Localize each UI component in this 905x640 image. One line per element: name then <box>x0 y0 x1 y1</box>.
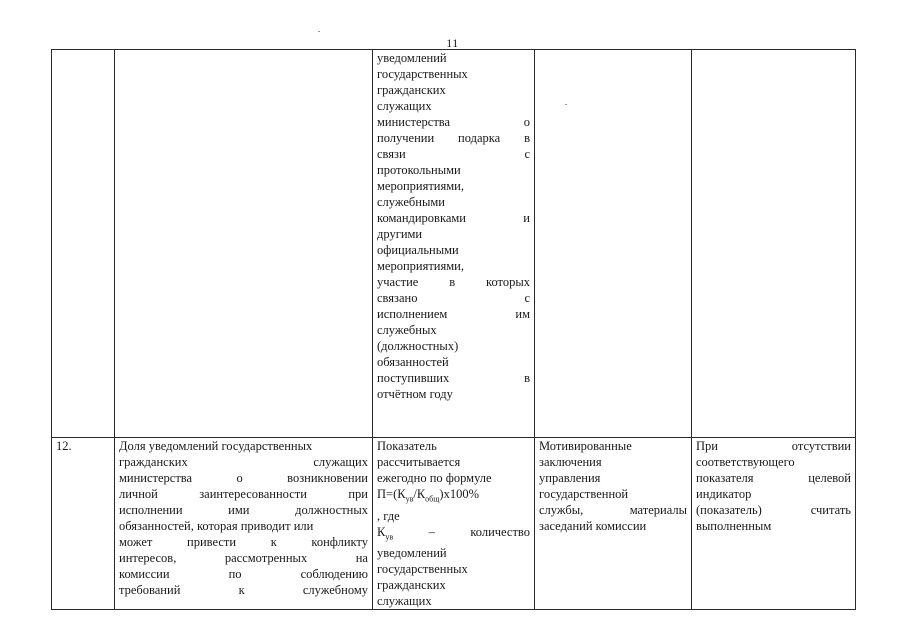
text-word: гражданских <box>377 578 446 592</box>
text-word: Доля уведомлений государственных <box>119 439 313 453</box>
text-word: уведомлений <box>377 51 447 65</box>
text-line <box>377 50 530 66</box>
text-line <box>377 386 530 402</box>
text-word: служащих <box>377 594 432 608</box>
text-word: соблюдению <box>300 567 368 581</box>
text-word: служащих <box>313 455 368 469</box>
table-row-12 <box>52 438 856 610</box>
text-word: поступивших <box>377 371 450 385</box>
text-line <box>696 454 851 470</box>
text-word: которых <box>486 275 530 289</box>
text-line <box>119 438 368 454</box>
text-line <box>377 210 530 226</box>
text-word: другими <box>377 227 423 241</box>
text-word: количество <box>470 524 530 539</box>
text-word: обязанностей <box>377 355 449 369</box>
text-word: заседаний комиссии <box>539 519 647 533</box>
text-word: привести <box>187 535 237 549</box>
text-word: связано <box>377 291 418 305</box>
text-line <box>696 518 851 534</box>
text-line <box>377 130 530 146</box>
text-word: получении <box>377 131 435 145</box>
scan-speck <box>565 104 567 105</box>
table-row-continuation <box>52 50 856 438</box>
text-word: служебному <box>302 583 368 597</box>
note-text <box>696 438 851 534</box>
text-word: в <box>449 275 456 289</box>
text-word: заинтересованности <box>199 487 307 501</box>
text-word: показателя <box>696 471 754 485</box>
text-word: материалы <box>629 503 687 517</box>
text-line <box>377 322 530 338</box>
text-line <box>119 454 368 470</box>
indicator-table <box>51 49 856 610</box>
cell-note <box>692 438 856 610</box>
text-word: отсутствии <box>791 439 851 453</box>
text-word: службы, <box>539 503 584 517</box>
text-line <box>539 486 687 502</box>
text-word: в <box>524 371 530 385</box>
text-word: обязанностей, которая приводит или <box>119 519 314 533</box>
text-line <box>119 566 368 582</box>
text-word: гражданских <box>119 455 188 469</box>
text-word: управления <box>539 471 601 485</box>
text-word: отчётном году <box>377 387 453 401</box>
text-line <box>377 593 530 609</box>
text-line <box>539 438 687 454</box>
text-word: ими <box>228 503 250 517</box>
text-line <box>119 550 368 566</box>
text-word: может <box>119 535 153 549</box>
text-word: Мотивированные <box>539 439 632 453</box>
text-line <box>377 545 530 561</box>
text-word: подарка <box>458 131 501 145</box>
text-line <box>377 306 530 322</box>
text-word: государственных <box>377 67 468 81</box>
text-word: им <box>515 307 530 321</box>
text-word: рассмотренных <box>224 551 308 565</box>
text-word: Показатель <box>377 439 437 453</box>
text-line <box>119 486 368 502</box>
continuation-text <box>377 50 530 402</box>
text-line <box>696 502 851 518</box>
text-word: официальными <box>377 243 459 257</box>
text-line <box>119 582 368 598</box>
text-word: министерства <box>377 115 451 129</box>
text-word: рассчитывается <box>377 455 461 469</box>
text-word: к <box>238 583 245 597</box>
data-source-text <box>539 438 687 534</box>
text-line <box>377 82 530 98</box>
text-word: на <box>355 551 368 565</box>
text-line <box>377 577 530 593</box>
text-word: с <box>524 147 530 161</box>
text-line <box>377 242 530 258</box>
text-word: мероприятиями, <box>377 179 464 193</box>
indicator-name-text <box>119 438 368 598</box>
text-word: государственной <box>539 487 629 501</box>
text-word: командировками <box>377 211 466 225</box>
page-number: 11 <box>446 36 459 50</box>
text-line <box>377 146 530 162</box>
text-line <box>377 524 530 546</box>
text-word: к <box>270 535 277 549</box>
cell-name-empty <box>115 50 373 438</box>
text-line <box>539 470 687 486</box>
text-word: целевой <box>808 471 851 485</box>
text-line <box>377 338 530 354</box>
cell-calculation-method <box>373 438 535 610</box>
text-word: министерства <box>119 471 193 485</box>
cell-method-continuation <box>373 50 535 438</box>
text-word: о <box>236 471 243 485</box>
text-word: заключения <box>539 455 602 469</box>
text-line <box>377 162 530 178</box>
scan-speck <box>318 31 320 32</box>
text-line <box>539 518 687 534</box>
text-word: , где <box>377 508 400 523</box>
row-number-text: 12. <box>56 439 72 453</box>
text-word: При <box>696 439 718 453</box>
text-word: уведомлений <box>377 546 447 560</box>
cell-note-empty <box>692 50 856 438</box>
text-word: гражданских <box>377 83 446 97</box>
text-word: (должностных) <box>377 339 459 353</box>
text-line <box>696 438 851 454</box>
text-word: связи <box>377 147 406 161</box>
text-word: государственных <box>377 562 468 576</box>
cell-indicator-name <box>115 438 373 610</box>
text-word: по <box>228 567 242 581</box>
text-line <box>539 502 687 518</box>
text-word: выполненным <box>696 519 772 533</box>
text-word: возникновении <box>287 471 368 485</box>
text-line <box>377 486 530 508</box>
text-line <box>377 98 530 114</box>
text-line <box>377 194 530 210</box>
text-line <box>377 561 530 577</box>
text-line <box>377 114 530 130</box>
text-word: ежегодно по формуле <box>377 471 492 485</box>
cell-data-source <box>535 438 692 610</box>
row-number <box>52 438 115 610</box>
text-line <box>377 274 530 290</box>
text-word: участие <box>377 275 419 289</box>
text-line <box>119 470 368 486</box>
text-word: служебными <box>377 195 445 209</box>
text-word: конфликту <box>311 535 368 549</box>
text-word: мероприятиями, <box>377 259 464 273</box>
text-line <box>377 470 530 486</box>
text-word: исполнением <box>377 307 448 321</box>
text-word: $К_{ув}$ <box>377 524 394 541</box>
text-word: комиссии <box>119 567 170 581</box>
text-line <box>539 454 687 470</box>
cell-number-empty <box>52 50 115 438</box>
text-line <box>119 518 368 534</box>
text-word: служебных <box>377 323 437 337</box>
text-word: протокольными <box>377 163 461 177</box>
text-word: с <box>524 291 530 305</box>
text-line <box>377 508 530 524</box>
text-word: в <box>524 131 530 145</box>
text-word: $П=(К_{ув}/К_{общ})х100\%$ <box>377 487 479 504</box>
text-line <box>377 226 530 242</box>
text-line <box>119 534 368 550</box>
text-word: личной <box>119 487 158 501</box>
text-word: о <box>523 115 530 129</box>
text-word: интересов, <box>119 551 177 565</box>
text-line <box>377 66 530 82</box>
text-line <box>377 258 530 274</box>
text-line <box>377 290 530 306</box>
text-word: должностных <box>295 503 368 517</box>
text-line <box>377 370 530 386</box>
text-line <box>377 454 530 470</box>
text-word: индикатор <box>696 487 752 501</box>
text-line <box>377 354 530 370</box>
text-word: требований <box>119 583 181 597</box>
text-word: служащих <box>377 99 432 113</box>
text-line <box>377 438 530 454</box>
text-word: исполнении <box>119 503 183 517</box>
text-word: при <box>348 487 368 501</box>
calculation-method-text <box>377 438 530 609</box>
text-word: считать <box>810 503 851 517</box>
text-word: соответствующего <box>696 455 795 469</box>
text-word: (показатель) <box>696 503 762 517</box>
text-line <box>377 178 530 194</box>
text-word: и <box>523 211 530 225</box>
text-line <box>696 486 851 502</box>
text-line <box>696 470 851 486</box>
text-word: – <box>428 524 435 539</box>
text-line <box>119 502 368 518</box>
cell-source-empty <box>535 50 692 438</box>
